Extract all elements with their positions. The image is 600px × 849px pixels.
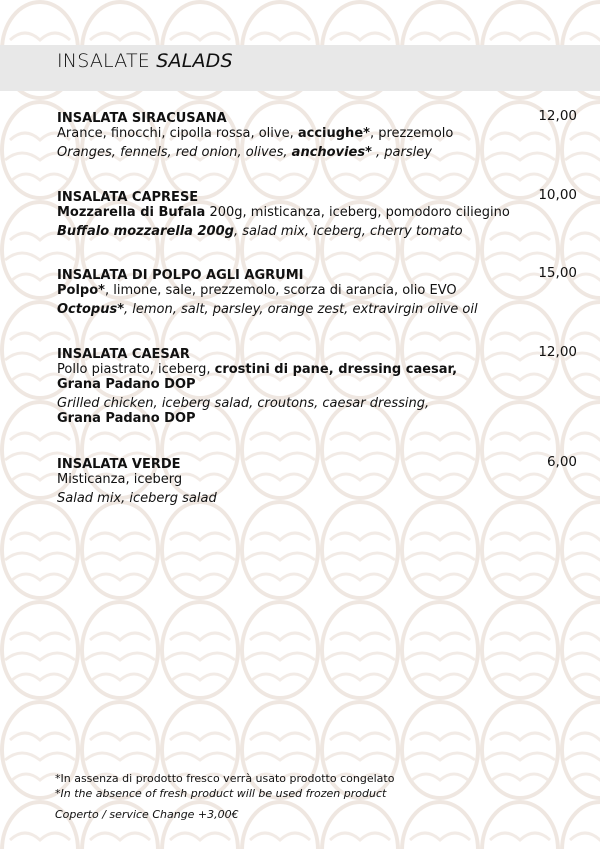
item-price: 12,00 [538, 108, 577, 124]
item-description-it: Arance, finocchi, cipolla rossa, olive, acciughe*, prezzemolo [57, 126, 454, 141]
item-description-it: Misticanza, iceberg [57, 472, 183, 487]
cover-charge: Coperto / service Change +3,00€ [55, 808, 239, 821]
menu-item-verde [57, 454, 580, 506]
item-description-en: Salad mix, iceberg salad [57, 491, 217, 506]
item-description-it: Pollo piastrato, iceberg, crostini di pane, dressing caesar, Grana Padano DOP [57, 362, 458, 392]
item-name: INSALATA SIRACUSANA [57, 111, 227, 126]
page-title: INSALATE SALADS [57, 50, 233, 72]
item-price: 10,00 [538, 187, 577, 203]
item-description-en: Oranges, fennels, red onion, olives, anchovies* , parsley [57, 145, 432, 160]
item-name: INSALATA VERDE [57, 457, 181, 472]
frozen-note-it: *In assenza di prodotto fresco verrà usato prodotto congelato [55, 772, 395, 785]
item-description-it: Polpo*, limone, sale, prezzemolo, scorza di arancia, olio EVO [57, 283, 457, 298]
menu-item-polpo [57, 265, 580, 317]
item-description-en: Grilled chicken, iceberg salad, croutons, caesar dressing, Grana Padano DOP [57, 396, 430, 426]
menu-item-caprese [57, 187, 580, 239]
item-price: 6,00 [546, 454, 577, 470]
item-price: 15,00 [538, 265, 577, 281]
menu-item-caesar [57, 344, 580, 426]
item-description-it: Mozzarella di Bufala 200g, misticanza, iceberg, pomodoro ciliegino [57, 205, 510, 220]
item-price: 12,00 [538, 344, 577, 360]
item-description-en: Buffalo mozzarella 200g, salad mix, iceberg, cherry tomato [57, 224, 463, 239]
menu-item-siracusana [57, 108, 580, 160]
item-description-en: Octopus*, lemon, salt, parsley, orange zest, extravirgin olive oil [57, 302, 478, 317]
item-name: INSALATA CAPRESE [57, 190, 199, 205]
item-name: INSALATA DI POLPO AGLI AGRUMI [57, 268, 304, 283]
frozen-note-en: *In the absence of fresh product will be used frozen product [55, 787, 387, 800]
item-name: INSALATA CAESAR [57, 347, 190, 362]
